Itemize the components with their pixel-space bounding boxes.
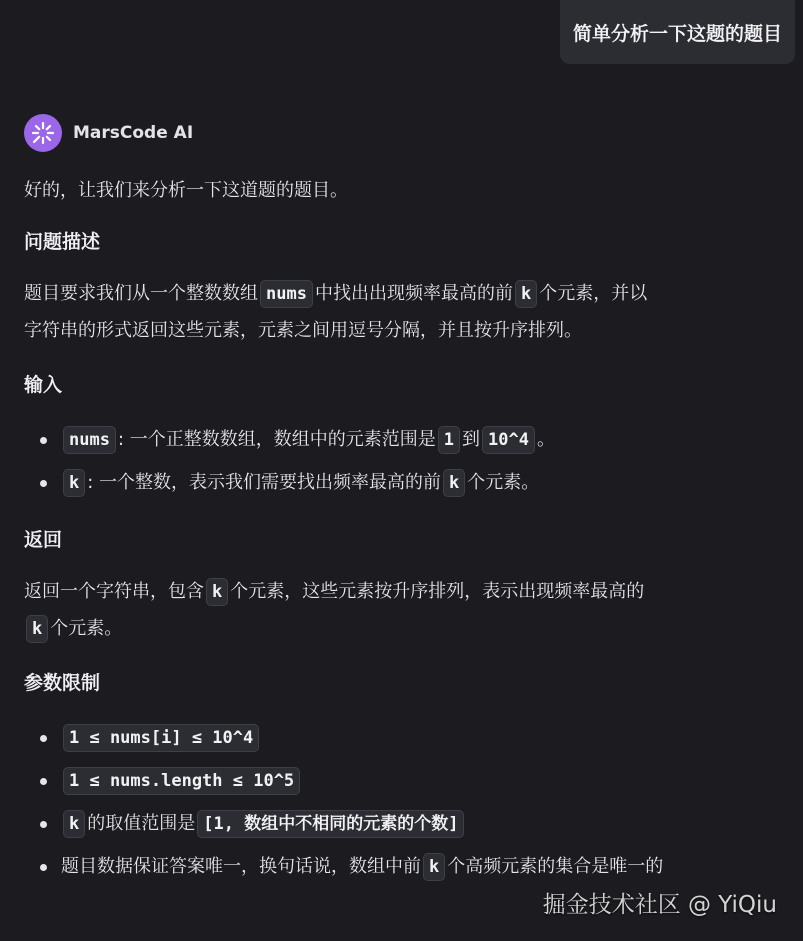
constraints-list [24, 716, 784, 888]
inline-code: k [443, 469, 465, 497]
list-item-text: 。 [536, 429, 555, 450]
watermark: 掘金技术社区 @ YiQiu [542, 892, 777, 918]
list-item [24, 461, 784, 504]
list-item [24, 716, 784, 759]
list-item-text: 个元素。 [467, 472, 540, 493]
list-item-text: : 一个正整数数组，数组中的元素范围是 [117, 429, 436, 450]
list-item-text: 题目数据保证答案唯一，换句话说，数组中前 [61, 856, 421, 877]
inline-code: k [63, 469, 85, 497]
return-heading: 返回 [24, 529, 63, 551]
inline-code: nums [260, 280, 313, 308]
assistant-message [24, 172, 784, 910]
return-description [24, 573, 784, 647]
list-item-text: 到 [462, 429, 480, 450]
return-text-2: 个元素，这些元素按升序排列，表示出现频率最高的 [230, 581, 645, 602]
user-message-text: 简单分析一下这题的题目 [572, 22, 782, 45]
inline-code: nums [63, 426, 116, 454]
problem-text-1: 题目要求我们从一个整数数组 [24, 283, 258, 304]
input-heading: 输入 [24, 374, 63, 396]
problem-text-3: 个元素，并以 [539, 283, 648, 304]
constraints-heading: 参数限制 [24, 672, 101, 694]
input-list [24, 418, 784, 504]
inline-code: k [26, 615, 48, 643]
inline-code: 10^4 [482, 426, 535, 454]
inline-code: k [63, 810, 85, 838]
assistant-avatar [24, 114, 62, 152]
inline-code: k [423, 853, 445, 881]
list-item-text: 的取值范围是 [87, 813, 196, 834]
list-item-text: : 一个整数，表示我们需要找出频率最高的前 [87, 472, 442, 493]
inline-code: 1 ≤ nums[i] ≤ 10^4 [63, 724, 259, 752]
return-text-3: 个元素。 [50, 618, 123, 639]
problem-text-4: 字符串的形式返回这些元素，元素之间用逗号分隔，并且按升序排列。 [24, 320, 582, 341]
sparkle-icon [30, 120, 56, 146]
inline-code: 1 [438, 426, 460, 454]
assistant-name: MarsCode AI [73, 123, 194, 143]
problem-text-2: 中找出出现频率最高的前 [314, 283, 513, 304]
list-item [24, 759, 784, 802]
inline-code: k [515, 280, 537, 308]
list-item-text: 个高频元素的集合是唯一的 [447, 856, 664, 877]
assistant-header [24, 114, 193, 152]
problem-heading: 问题描述 [24, 231, 101, 253]
inline-code: [1, 数组中不相同的元素的个数] [197, 810, 464, 838]
return-text-1: 返回一个字符串，包含 [24, 581, 204, 602]
problem-description [24, 275, 784, 349]
user-message-bubble [560, 0, 795, 64]
list-item [24, 802, 784, 845]
list-item [24, 845, 784, 888]
inline-code: 1 ≤ nums.length ≤ 10^5 [63, 767, 300, 795]
list-item [24, 418, 784, 461]
inline-code: k [206, 578, 228, 606]
lead-text: 好的，让我们来分析一下这道题的题目。 [24, 180, 348, 201]
